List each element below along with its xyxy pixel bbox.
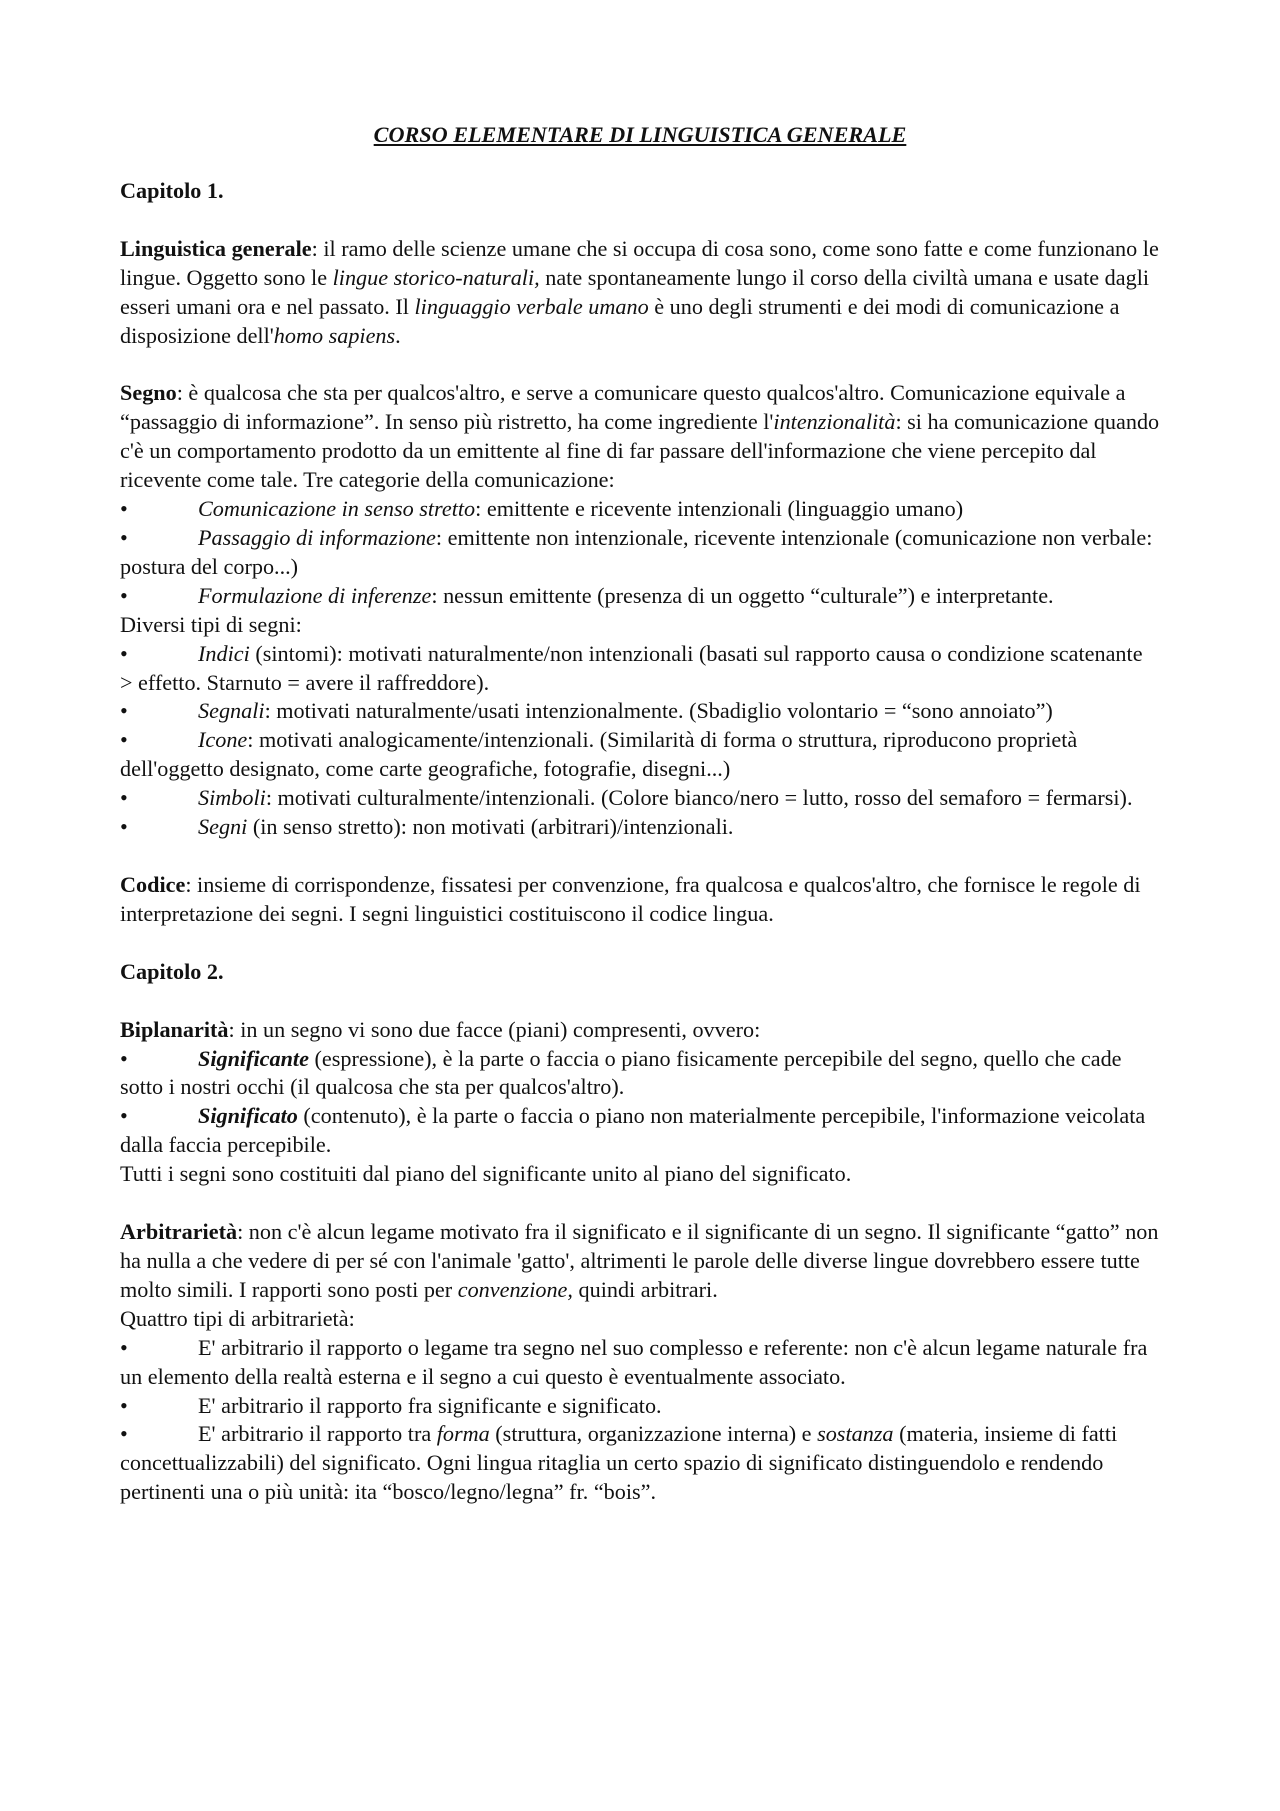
list-item: • E' arbitrario il rapporto fra significante e significato. xyxy=(120,1392,1160,1421)
arbitrarieta-paragraph: Arbitrarietà: non c'è alcun legame motivato fra il significato e il significante di un segno. Il significante “gatto” non ha nulla a che vedere di per sé con l'animale 'gatto', altrimenti le parole delle diverse lingue dovrebbero essere tutte molto simili. I rapporti sono posti per convenzione, quindi arbitrari. xyxy=(120,1219,1159,1302)
biplanarita-paragraph: Biplanarità: in un segno vi sono due facce (piani) compresenti, ovvero: xyxy=(120,1016,761,1042)
bullet-icon: • xyxy=(120,1334,128,1360)
codice-paragraph: Codice: insieme di corrispondenze, fissatesi per convenzione, fra qualcosa e qualcos'altro, che fornisce le regole di interpretazione dei segni. I segni linguistici costituiscono il codice lingua. xyxy=(120,871,1141,926)
bullet-icon: • xyxy=(120,524,128,550)
list-item: • Passaggio di informazione: emittente non intenzionale, ricevente intenzionale (comunicazione non verbale: postura del corpo...) xyxy=(120,524,1153,579)
list-item: • Formulazione di inferenze: nessun emittente (presenza di un oggetto “culturale”) e interpretante. xyxy=(120,582,1160,611)
biplanarita-conclusion: Tutti i segni sono costituiti dal piano del significante unito al piano del significato. xyxy=(120,1161,852,1187)
bullet-icon: • xyxy=(120,1103,128,1129)
bullet-icon: • xyxy=(120,727,128,753)
arbitrarieta-intro: Quattro tipi di arbitrarietà: xyxy=(120,1305,355,1331)
term-linguistica: Linguistica generale xyxy=(120,235,312,261)
chapter-1-heading: Capitolo 1. xyxy=(120,177,224,203)
bullet-icon: • xyxy=(120,814,128,840)
types-intro: Diversi tipi di segni: xyxy=(120,611,302,637)
segno-section xyxy=(120,379,1160,842)
term-segno: Segno xyxy=(120,380,177,406)
term-arbitrarieta: Arbitrarietà xyxy=(120,1219,238,1245)
biplanarita-section xyxy=(120,1016,1160,1189)
list-item: • Indici (sintomi): motivati naturalmente/non intenzionali (basati sul rapporto causa o condizione scatenante > effetto. Starnuto = avere il raffreddore). xyxy=(120,640,1143,695)
list-item: • Significante (espressione), è la parte o faccia o piano fisicamente percepibile del segno, quello che cade sotto i nostri occhi (il qualcosa che sta per qualcos'altro). xyxy=(120,1045,1122,1100)
bullet-icon: • xyxy=(120,1045,128,1071)
list-item: • E' arbitrario il rapporto tra forma (struttura, organizzazione interna) e sostanza (materia, insieme di fatti concettualizzabili) del significato. Ogni lingua ritaglia un certo spazio di significato distinguendolo e rendendo pertinenti una o più unità: ita “bosco/legno/legna” fr. “bois”. xyxy=(120,1421,1118,1505)
list-item: • E' arbitrario il rapporto o legame tra segno nel suo complesso e referente: non c'è alcun legame naturale fra un elemento della realtà esterna e il segno a cui questo è eventualmente associato. xyxy=(120,1334,1148,1389)
list-item: • Segnali: motivati naturalmente/usati intenzionalmente. (Sbadiglio volontario = “sono annoiato”) xyxy=(120,697,1160,726)
list-item: • Comunicazione in senso stretto: emittente e ricevente intenzionali (linguaggio umano) xyxy=(120,495,1160,524)
chapter-2-heading: Capitolo 2. xyxy=(120,958,224,984)
list-item: • Significato (contenuto), è la parte o faccia o piano non materialmente percepibile, l'informazione veicolata dalla faccia percepibile. xyxy=(120,1103,1146,1158)
list-item: • Segni (in senso stretto): non motivati (arbitrari)/intenzionali. xyxy=(120,813,1160,842)
list-item: • Icone: motivati analogicamente/intenzionali. (Similarità di forma o struttura, riproducono proprietà dell'oggetto designato, come carte geografiche, fotografie, disegni...) xyxy=(120,727,1078,782)
arbitrarieta-section xyxy=(120,1218,1160,1507)
bullet-icon: • xyxy=(120,640,128,666)
bullet-icon: • xyxy=(120,698,128,724)
bullet-icon: • xyxy=(120,496,128,522)
term-codice: Codice xyxy=(120,871,186,897)
bullet-icon: • xyxy=(120,1421,128,1447)
list-item: • Simboli: motivati culturalmente/intenzionali. (Colore bianco/nero = lutto, rosso del semaforo = fermarsi). xyxy=(120,784,1160,813)
bullet-icon: • xyxy=(120,1392,128,1418)
segno-paragraph: Segno: è qualcosa che sta per qualcos'altro, e serve a comunicare questo qualcos'altro. Comunicazione equivale a “passaggio di informazione”. In senso più ristretto, ha come ingrediente l'intenzionalità: si ha comunicazione quando c'è un comportamento prodotto da un emittente al fine di far passare dell'informazione che viene percepito dal ricevente come tale. Tre categorie della comunicazione: xyxy=(120,380,1160,493)
linguistica-paragraph: Linguistica generale: il ramo delle scienze umane che si occupa di cosa sono, come sono fatte e come funzionano le lingue. Oggetto sono le lingue storico-naturali, nate spontaneamente lungo il corso della civiltà umana e usate dagli esseri umani ora e nel passato. Il linguaggio verbale umano è uno degli strumenti e dei modi di comunicazione a disposizione dell'homo sapiens. xyxy=(120,235,1159,348)
bullet-icon: • xyxy=(120,785,128,811)
document-title: CORSO ELEMENTARE DI LINGUISTICA GENERALE xyxy=(373,122,907,147)
term-biplanarita: Biplanarità xyxy=(120,1016,229,1042)
bullet-icon: • xyxy=(120,582,128,608)
